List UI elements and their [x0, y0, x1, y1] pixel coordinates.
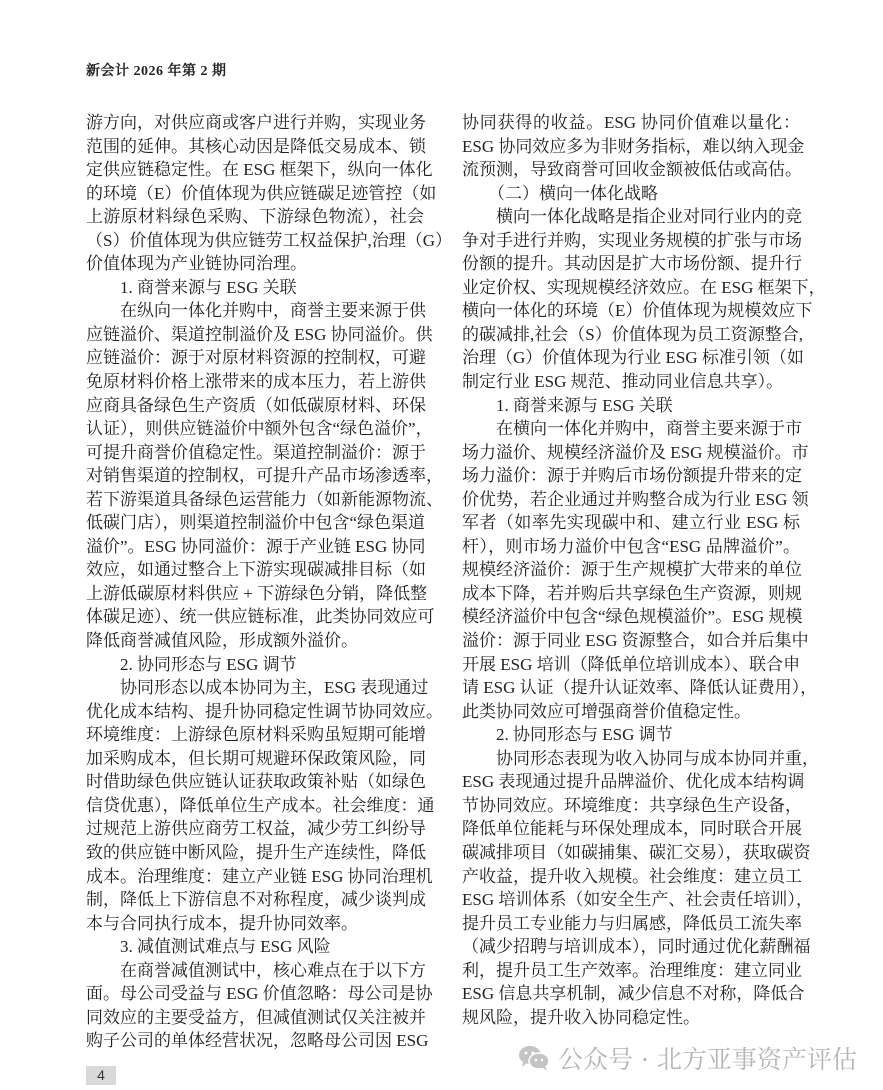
watermark [518, 1040, 857, 1076]
text-line: ESG 信息共享机制，减少信息不对称，降低合 [462, 984, 805, 1004]
text-line: 致的供应链中断风险，提升生产连续性，降低 [86, 842, 426, 862]
text-line: 对销售渠道的控制权，可提升产品市场渗透率， [86, 466, 443, 486]
text-line: 降低商誉减值风险，形成额外溢价。 [86, 631, 358, 651]
text-line: 成本。治理维度：建立产业链 ESG 协同治理机 [86, 866, 433, 886]
paragraph [462, 417, 818, 723]
text-line: 制定行业 ESG 规范、推动同业信息共享）。 [462, 372, 784, 392]
wechat-icon [518, 1044, 550, 1072]
text-line: （S）价值体现为供应链劳工权益保护,治理（G） [86, 230, 452, 250]
text-line: 体碳足迹）、统一供应链标准，此类协同效应可 [86, 607, 435, 627]
page-number: 4 [86, 1066, 116, 1085]
text-line: 信贷优惠），降低单位生产成本。社会维度：通 [86, 795, 435, 815]
text-line: 利，提升员工生产效率。治理维度：建立同业 [462, 960, 802, 980]
text-line: （二）横向一体化战略 [488, 183, 658, 203]
text-line: 1. 商誉来源与 ESG 关联 [496, 395, 673, 415]
text-line: 应链溢价：源于对原材料资源的控制权，可避 [86, 348, 426, 368]
text-line: 节协同效应。环境维度：共享绿色生产设备， [462, 795, 802, 815]
text-line: 2. 协同形态与 ESG 调节 [120, 654, 297, 674]
text-line: 游方向，对供应商或客户进行并购，实现业务 [86, 113, 426, 132]
text-line: 模经济溢价中包含“绿色规模溢价”。ESG 规模 [462, 607, 803, 627]
paragraph [86, 111, 452, 276]
text-line: 若下游渠道具备绿色运营能力（如新能源物流、 [86, 489, 443, 509]
text-line: 在纵向一体化并购中，商誉主要来源于供 [120, 301, 426, 321]
text-line: 范围的延伸。其核心动因是降低交易成本、锁 [86, 136, 426, 156]
text-line: 产收益，提升收入规模。社会维度：建立员工 [462, 866, 802, 886]
text-line: 定供应链稳定性。在 ESG 框架下，纵向一体化 [86, 160, 433, 180]
text-line: 低碳门店），则渠道控制溢价中包含“绿色渠道 [86, 513, 426, 533]
text-line: 场力溢价、规模经济溢价及 ESG 规模溢价。市 [462, 442, 809, 462]
text-line: 规模经济溢价：源于生产规模扩大带来的单位 [462, 560, 802, 580]
paragraph [462, 205, 826, 393]
text-line: 1. 商誉来源与 ESG 关联 [120, 277, 297, 297]
text-line: 协同形态以成本协同为主，ESG 表现通过 [120, 678, 429, 698]
left-column [86, 111, 452, 1053]
text-line: 的环境（E）价值体现为供应链碳足迹管控（如 [86, 183, 437, 203]
text-line: 制，降低上下游信息不对称程度，减少谈判成 [86, 890, 426, 910]
text-line: 上游原材料绿色采购、下游绿色物流），社会 [86, 207, 424, 227]
text-line: 协同形态表现为收入协同与成本协同并重， [496, 748, 819, 768]
text-line: 面。母公司受益与 ESG 价值忽略：母公司是协 [86, 984, 433, 1004]
text-line: 应链溢价、渠道控制溢价及 ESG 协同溢价。供 [86, 324, 433, 344]
text-line: 请 ESG 认证（提升认证效率、降低认证费用）， [462, 678, 818, 698]
text-line: 优化成本结构、提升协同稳定性调节协同效应。 [86, 701, 443, 721]
text-line: ESG 表现通过提升品牌溢价、优化成本结构调 [462, 772, 805, 792]
text-line: 协同获得的收益。ESG 协同价值难以量化： [462, 113, 800, 132]
text-line: 杆），则市场力溢价中包含“ESG 品牌溢价”。 [462, 536, 800, 556]
text-line: 在横向一体化并购中，商誉主要来源于市 [496, 419, 802, 439]
text-line: 的碳减排,社会（S）价值体现为员工资源整合, [462, 324, 803, 344]
text-line: 时借助绿色供应链认证获取政策补贴（如绿色 [86, 772, 426, 792]
text-line: ESG 协同效应多为非财务指标，难以纳入现金 [462, 136, 805, 156]
text-line: 场力溢价：源于并购后市场份额提升带来的定 [462, 466, 802, 486]
section-heading [462, 723, 800, 747]
text-line: 2. 协同形态与 ESG 调节 [496, 725, 673, 745]
text-line: 环境维度：上游绿色原材料采购虽短期可能增 [86, 725, 426, 745]
right-column [462, 111, 826, 1029]
text-line: 价值体现为产业链协同治理。 [86, 254, 307, 274]
text-line: 业定价权、实现规模经济效应。在 ESG 框架下， [462, 277, 826, 297]
paragraph [462, 111, 805, 182]
text-line: 同效应的主要受益方，但减值测试仅关注被并 [86, 1007, 426, 1027]
section-heading [462, 182, 800, 206]
text-line: 提升员工专业能力与归属感，降低员工流失率 [462, 913, 802, 933]
text-line: 份额的提升。其动因是扩大市场份额、提升行 [462, 254, 802, 274]
text-line: 价优势，若企业通过并购整合成为行业 ESG 领 [462, 489, 809, 509]
journal-header: 新会计 2026 年第 2 期 [86, 64, 227, 79]
text-line: 可提升商誉价值稳定性。渠道控制溢价：源于 [86, 442, 426, 462]
watermark-text: 公众号 · 北方亚事资产评估 [558, 1045, 857, 1074]
text-line: 流预测，导致商誉可回收金额被低估或高估。 [462, 160, 802, 180]
text-line: （减少招聘与培训成本），同时通过优化薪酬福 [462, 937, 811, 957]
text-line: 加采购成本，但长期可规避环保政策风险，同 [86, 748, 426, 768]
text-line: 购子公司的单体经营状况，忽略母公司因 ESG [86, 1031, 429, 1051]
text-line: 开展 ESG 培训（降低单位培训成本）、联合申 [462, 654, 801, 674]
section-heading [86, 935, 424, 959]
text-line: 碳减排项目（如碳捕集、碳汇交易），获取碳资 [462, 842, 811, 862]
text-line: 免原材料价格上涨带来的成本压力，若上游供 [86, 372, 426, 392]
paragraph [86, 299, 443, 652]
paragraph [86, 676, 443, 935]
text-line: 成本下降，若并购后共享绿色生产资源，则规 [462, 583, 802, 603]
text-line: 此类协同效应可增强商誉价值稳定性。 [462, 701, 751, 721]
text-line: 溢价”。ESG 协同溢价：源于产业链 ESG 协同 [86, 536, 426, 556]
text-line: 认证），则供应链溢价中额外包含“绿色溢价”， [86, 419, 433, 439]
text-line: 军者（如率先实现碳中和、建立行业 ESG 标 [462, 513, 800, 533]
text-line: 上游低碳原材料供应 + 下游绿色分销，降低整 [86, 583, 428, 603]
text-line: 3. 减值测试难点与 ESG 风险 [120, 937, 331, 957]
section-heading [462, 394, 800, 418]
text-line: 降低单位能耗与环保处理成本，同时联合开展 [462, 819, 802, 839]
text-line: ESG 培训体系（如安全生产、社会责任培训）， [462, 890, 813, 910]
text-line: 溢价：源于同业 ESG 资源整合，如合并后集中 [462, 631, 809, 651]
text-line: 本与合同执行成本，提升协同效率。 [86, 913, 358, 933]
text-line: 规风险，提升收入协同稳定性。 [462, 1007, 700, 1027]
paragraph [86, 959, 433, 1053]
text-line: 效应，如通过整合上下游实现碳减排目标（如 [86, 560, 426, 580]
section-heading [86, 276, 424, 300]
text-line: 治理（G）价值体现为行业 ESG 标准引领（如 [462, 348, 804, 368]
text-line: 横向一体化战略是指企业对同行业内的竞 [496, 207, 802, 227]
section-heading [86, 653, 424, 677]
text-line: 过规范上游供应商劳工权益，减少劳工纠纷导 [86, 819, 426, 839]
text-line: 应商具备绿色生产资质（如低碳原材料、环保 [86, 395, 426, 415]
text-line: 在商誉减值测试中，核心难点在于以下方 [120, 960, 426, 980]
paragraph [462, 747, 819, 1030]
text-line: 争对手进行并购，实现业务规模的扩张与市场 [462, 230, 802, 250]
text-line: 横向一体化的环境（E）价值体现为规模效应下 [462, 301, 813, 321]
